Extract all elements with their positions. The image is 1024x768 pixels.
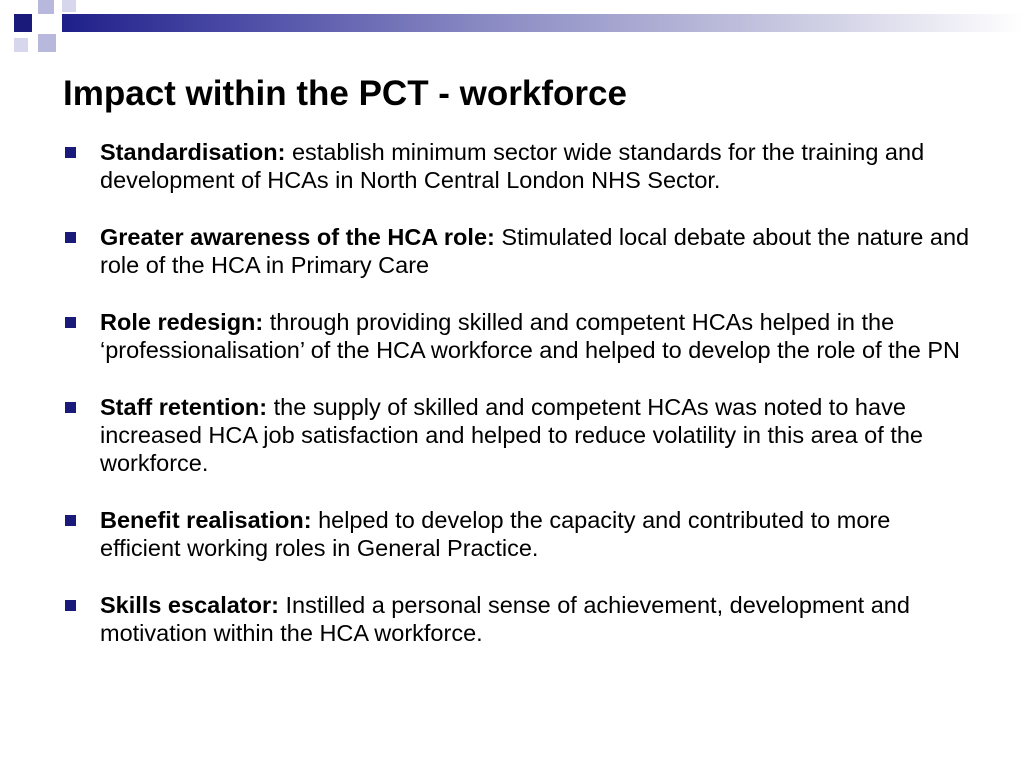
list-item: [64, 308, 974, 364]
bullet-text: Stimulated local debate about the nature and role of the HCA in Primary Care: [100, 224, 970, 278]
bullet-term: Role redesign:: [100, 309, 264, 335]
list-item: [64, 138, 974, 194]
deco-square: [14, 14, 32, 32]
square-bullet-icon: [65, 402, 76, 413]
bullet-list: [64, 138, 974, 676]
bullet-text: helped to develop the capacity and contributed to more efficient working roles in General Practice.: [100, 507, 891, 561]
list-item: [64, 393, 974, 477]
bullet-term: Benefit realisation:: [100, 507, 312, 533]
deco-square: [62, 0, 76, 12]
bullet-term: Standardisation:: [100, 139, 286, 165]
square-bullet-icon: [65, 147, 76, 158]
list-item: [64, 591, 974, 647]
header-decoration: [0, 0, 1024, 64]
bullet-term: Staff retention:: [100, 394, 268, 420]
square-bullet-icon: [65, 515, 76, 526]
bullet-text: the supply of skilled and competent HCAs was noted to have increased HCA job satisfaction and helped to reduce volatility in this area of the workforce.: [100, 394, 923, 476]
bullet-term: Greater awareness of the HCA role:: [100, 224, 495, 250]
slide-title: Impact within the PCT - workforce: [63, 74, 627, 113]
deco-square: [38, 0, 54, 14]
bullet-text: through providing skilled and competent HCAs helped in the ‘professionalisation’ of the HCA workforce and helped to develop the role of the PN: [100, 309, 960, 363]
square-bullet-icon: [65, 232, 76, 243]
deco-square: [38, 34, 56, 52]
list-item: [64, 223, 974, 279]
deco-square: [14, 38, 28, 52]
list-item: [64, 506, 974, 562]
bullet-term: Skills escalator:: [100, 592, 279, 618]
square-bullet-icon: [65, 317, 76, 328]
bullet-text: establish minimum sector wide standards for the training and development of HCAs in North Central London NHS Sector.: [100, 139, 925, 193]
header-gradient-band: [62, 14, 1024, 32]
square-bullet-icon: [65, 600, 76, 611]
bullet-text: Instilled a personal sense of achievement, development and motivation within the HCA workforce.: [100, 592, 910, 646]
